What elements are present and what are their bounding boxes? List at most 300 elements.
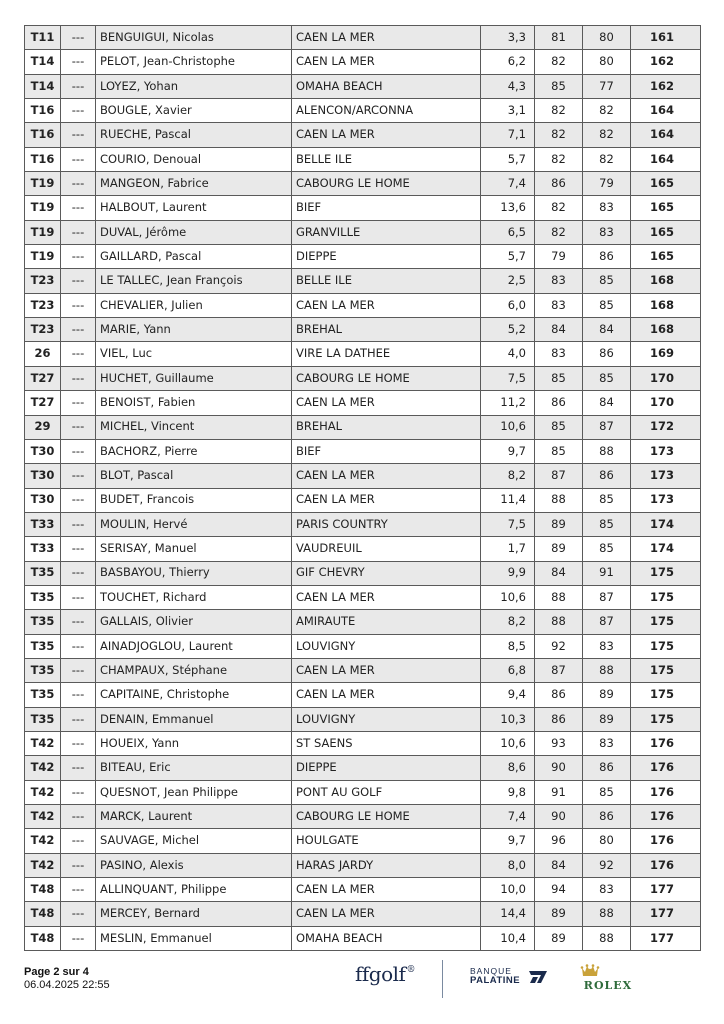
round1-cell: 85 <box>535 439 583 463</box>
round1-cell: 92 <box>535 634 583 658</box>
player-name-cell: PELOT, Jean-Christophe <box>96 50 292 74</box>
total-cell: 173 <box>631 439 701 463</box>
table-row <box>25 439 701 463</box>
round1-cell: 89 <box>535 926 583 950</box>
total-cell: 168 <box>631 318 701 342</box>
handicap-index-cell: 8,0 <box>481 853 535 877</box>
club-cell: CAEN LA MER <box>292 293 481 317</box>
status-cell: --- <box>61 756 96 780</box>
round2-cell: 83 <box>583 878 631 902</box>
round1-cell: 88 <box>535 610 583 634</box>
table-row <box>25 731 701 755</box>
table-row <box>25 147 701 171</box>
table-row <box>25 245 701 269</box>
round1-cell: 79 <box>535 245 583 269</box>
rolex-crown-icon <box>580 964 600 978</box>
round1-cell: 84 <box>535 853 583 877</box>
table-row <box>25 707 701 731</box>
handicap-index-cell: 8,2 <box>481 464 535 488</box>
club-cell: BIEF <box>292 439 481 463</box>
handicap-index-cell: 10,3 <box>481 707 535 731</box>
round2-cell: 87 <box>583 585 631 609</box>
banque-palatine-logo <box>470 967 520 985</box>
round2-cell: 89 <box>583 683 631 707</box>
status-cell: --- <box>61 245 96 269</box>
round2-cell: 80 <box>583 50 631 74</box>
player-name-cell: BITEAU, Eric <box>96 756 292 780</box>
position-cell: 26 <box>25 342 61 366</box>
player-name-cell: CAPITAINE, Christophe <box>96 683 292 707</box>
rolex-wordmark: ROLEX <box>583 979 633 992</box>
status-cell: --- <box>61 318 96 342</box>
handicap-index-cell: 3,3 <box>481 26 535 50</box>
table-row <box>25 658 701 682</box>
player-name-cell: CHEVALIER, Julien <box>96 293 292 317</box>
club-cell: BREHAL <box>292 415 481 439</box>
club-cell: HARAS JARDY <box>292 853 481 877</box>
status-cell: --- <box>61 805 96 829</box>
banque-palatine-mark-icon <box>527 969 549 985</box>
registered-mark: ® <box>406 965 415 975</box>
total-cell: 175 <box>631 683 701 707</box>
status-cell: --- <box>61 123 96 147</box>
round1-cell: 85 <box>535 74 583 98</box>
round2-cell: 85 <box>583 780 631 804</box>
total-cell: 165 <box>631 172 701 196</box>
status-cell: --- <box>61 853 96 877</box>
round2-cell: 83 <box>583 634 631 658</box>
status-cell: --- <box>61 683 96 707</box>
player-name-cell: MANGEON, Fabrice <box>96 172 292 196</box>
total-cell: 168 <box>631 269 701 293</box>
round1-cell: 96 <box>535 829 583 853</box>
ffgolf-logo <box>355 962 415 986</box>
table-row <box>25 464 701 488</box>
position-cell: T42 <box>25 756 61 780</box>
position-cell: T19 <box>25 220 61 244</box>
handicap-index-cell: 10,6 <box>481 731 535 755</box>
round1-cell: 85 <box>535 415 583 439</box>
player-name-cell: BASBAYOU, Thierry <box>96 561 292 585</box>
handicap-index-cell: 4,3 <box>481 74 535 98</box>
total-cell: 173 <box>631 488 701 512</box>
round2-cell: 86 <box>583 464 631 488</box>
handicap-index-cell: 9,7 <box>481 439 535 463</box>
status-cell: --- <box>61 220 96 244</box>
status-cell: --- <box>61 74 96 98</box>
handicap-index-cell: 1,7 <box>481 537 535 561</box>
position-cell: T35 <box>25 561 61 585</box>
handicap-index-cell: 11,2 <box>481 391 535 415</box>
total-cell: 165 <box>631 196 701 220</box>
round2-cell: 85 <box>583 512 631 536</box>
total-cell: 176 <box>631 853 701 877</box>
round2-cell: 84 <box>583 318 631 342</box>
club-cell: BELLE ILE <box>292 269 481 293</box>
round2-cell: 88 <box>583 926 631 950</box>
print-date: 06.04.2025 22:55 <box>24 979 110 991</box>
round1-cell: 86 <box>535 172 583 196</box>
round2-cell: 85 <box>583 293 631 317</box>
position-cell: T27 <box>25 391 61 415</box>
player-name-cell: BLOT, Pascal <box>96 464 292 488</box>
handicap-index-cell: 9,7 <box>481 829 535 853</box>
player-name-cell: GAILLARD, Pascal <box>96 245 292 269</box>
position-cell: T42 <box>25 731 61 755</box>
club-cell: GIF CHEVRY <box>292 561 481 585</box>
round1-cell: 82 <box>535 147 583 171</box>
table-row <box>25 366 701 390</box>
handicap-index-cell: 13,6 <box>481 196 535 220</box>
round1-cell: 84 <box>535 561 583 585</box>
table-row <box>25 74 701 98</box>
total-cell: 176 <box>631 731 701 755</box>
player-name-cell: ALLINQUANT, Philippe <box>96 878 292 902</box>
total-cell: 169 <box>631 342 701 366</box>
club-cell: BIEF <box>292 196 481 220</box>
club-cell: BELLE ILE <box>292 147 481 171</box>
club-cell: CABOURG LE HOME <box>292 172 481 196</box>
position-cell: T14 <box>25 50 61 74</box>
club-cell: CABOURG LE HOME <box>292 366 481 390</box>
round1-cell: 89 <box>535 902 583 926</box>
position-cell: T27 <box>25 366 61 390</box>
table-row <box>25 853 701 877</box>
banque-logo-line2: PALATINE <box>470 975 521 986</box>
total-cell: 164 <box>631 99 701 123</box>
club-cell: ST SAENS <box>292 731 481 755</box>
position-cell: T35 <box>25 610 61 634</box>
handicap-index-cell: 9,4 <box>481 683 535 707</box>
total-cell: 162 <box>631 50 701 74</box>
club-cell: VIRE LA DATHEE <box>292 342 481 366</box>
position-cell: T35 <box>25 707 61 731</box>
table-row <box>25 50 701 74</box>
total-cell: 176 <box>631 780 701 804</box>
total-cell: 172 <box>631 415 701 439</box>
player-name-cell: BOUGLE, Xavier <box>96 99 292 123</box>
handicap-index-cell: 6,2 <box>481 50 535 74</box>
round2-cell: 84 <box>583 391 631 415</box>
table-row <box>25 585 701 609</box>
total-cell: 168 <box>631 293 701 317</box>
table-row <box>25 99 701 123</box>
position-cell: T35 <box>25 683 61 707</box>
status-cell: --- <box>61 780 96 804</box>
table-row <box>25 415 701 439</box>
club-cell: CAEN LA MER <box>292 585 481 609</box>
position-cell: T30 <box>25 439 61 463</box>
total-cell: 175 <box>631 707 701 731</box>
status-cell: --- <box>61 561 96 585</box>
status-cell: --- <box>61 707 96 731</box>
status-cell: --- <box>61 610 96 634</box>
player-name-cell: SAUVAGE, Michel <box>96 829 292 853</box>
player-name-cell: CHAMPAUX, Stéphane <box>96 658 292 682</box>
total-cell: 177 <box>631 878 701 902</box>
round1-cell: 94 <box>535 878 583 902</box>
round2-cell: 86 <box>583 756 631 780</box>
round1-cell: 83 <box>535 293 583 317</box>
logo-divider <box>442 960 443 998</box>
player-name-cell: HOUEIX, Yann <box>96 731 292 755</box>
player-name-cell: AINADJOGLOU, Laurent <box>96 634 292 658</box>
round1-cell: 83 <box>535 342 583 366</box>
total-cell: 170 <box>631 391 701 415</box>
position-cell: 29 <box>25 415 61 439</box>
total-cell: 165 <box>631 220 701 244</box>
position-cell: T48 <box>25 926 61 950</box>
handicap-index-cell: 5,7 <box>481 147 535 171</box>
club-cell: LOUVIGNY <box>292 707 481 731</box>
player-name-cell: TOUCHET, Richard <box>96 585 292 609</box>
round1-cell: 88 <box>535 585 583 609</box>
round2-cell: 82 <box>583 99 631 123</box>
player-name-cell: BACHORZ, Pierre <box>96 439 292 463</box>
table-row <box>25 196 701 220</box>
total-cell: 175 <box>631 658 701 682</box>
round1-cell: 87 <box>535 658 583 682</box>
handicap-index-cell: 8,6 <box>481 756 535 780</box>
page-number: Page 2 sur 4 <box>24 966 89 978</box>
handicap-index-cell: 4,0 <box>481 342 535 366</box>
total-cell: 164 <box>631 147 701 171</box>
handicap-index-cell: 6,5 <box>481 220 535 244</box>
round2-cell: 91 <box>583 561 631 585</box>
round1-cell: 89 <box>535 537 583 561</box>
handicap-index-cell: 5,7 <box>481 245 535 269</box>
player-name-cell: QUESNOT, Jean Philippe <box>96 780 292 804</box>
status-cell: --- <box>61 658 96 682</box>
handicap-index-cell: 7,4 <box>481 805 535 829</box>
position-cell: T30 <box>25 488 61 512</box>
round2-cell: 80 <box>583 829 631 853</box>
status-cell: --- <box>61 512 96 536</box>
status-cell: --- <box>61 99 96 123</box>
ffgolf-logo-text: ffgolf <box>355 962 406 986</box>
round1-cell: 82 <box>535 220 583 244</box>
player-name-cell: BENOIST, Fabien <box>96 391 292 415</box>
handicap-index-cell: 3,1 <box>481 99 535 123</box>
status-cell: --- <box>61 415 96 439</box>
round2-cell: 85 <box>583 488 631 512</box>
handicap-index-cell: 10,4 <box>481 926 535 950</box>
club-cell: BREHAL <box>292 318 481 342</box>
position-cell: T48 <box>25 878 61 902</box>
round2-cell: 88 <box>583 658 631 682</box>
round1-cell: 82 <box>535 196 583 220</box>
player-name-cell: MARCK, Laurent <box>96 805 292 829</box>
round1-cell: 86 <box>535 707 583 731</box>
player-name-cell: DENAIN, Emmanuel <box>96 707 292 731</box>
club-cell: OMAHA BEACH <box>292 74 481 98</box>
results-table <box>24 25 701 951</box>
player-name-cell: GALLAIS, Olivier <box>96 610 292 634</box>
table-row <box>25 634 701 658</box>
club-cell: CAEN LA MER <box>292 488 481 512</box>
club-cell: LOUVIGNY <box>292 634 481 658</box>
handicap-index-cell: 11,4 <box>481 488 535 512</box>
total-cell: 177 <box>631 902 701 926</box>
total-cell: 174 <box>631 537 701 561</box>
player-name-cell: HALBOUT, Laurent <box>96 196 292 220</box>
total-cell: 175 <box>631 561 701 585</box>
position-cell: T30 <box>25 464 61 488</box>
player-name-cell: LE TALLEC, Jean François <box>96 269 292 293</box>
round1-cell: 89 <box>535 512 583 536</box>
club-cell: HOULGATE <box>292 829 481 853</box>
club-cell: CAEN LA MER <box>292 902 481 926</box>
round2-cell: 79 <box>583 172 631 196</box>
round2-cell: 92 <box>583 853 631 877</box>
handicap-index-cell: 6,0 <box>481 293 535 317</box>
status-cell: --- <box>61 878 96 902</box>
total-cell: 175 <box>631 585 701 609</box>
status-cell: --- <box>61 196 96 220</box>
table-row <box>25 512 701 536</box>
player-name-cell: MICHEL, Vincent <box>96 415 292 439</box>
total-cell: 164 <box>631 123 701 147</box>
total-cell: 165 <box>631 245 701 269</box>
handicap-index-cell: 7,4 <box>481 172 535 196</box>
banque-logo-line1: BANQUE <box>470 966 512 976</box>
table-row <box>25 220 701 244</box>
club-cell: DIEPPE <box>292 245 481 269</box>
table-row <box>25 926 701 950</box>
club-cell: ALENCON/ARCONNA <box>292 99 481 123</box>
status-cell: --- <box>61 293 96 317</box>
total-cell: 176 <box>631 805 701 829</box>
handicap-index-cell: 10,0 <box>481 878 535 902</box>
total-cell: 176 <box>631 756 701 780</box>
position-cell: T16 <box>25 147 61 171</box>
club-cell: PONT AU GOLF <box>292 780 481 804</box>
footer-info <box>24 966 110 992</box>
table-row <box>25 172 701 196</box>
round2-cell: 89 <box>583 707 631 731</box>
position-cell: T19 <box>25 196 61 220</box>
player-name-cell: RUECHE, Pascal <box>96 123 292 147</box>
round2-cell: 83 <box>583 220 631 244</box>
table-row <box>25 610 701 634</box>
round2-cell: 77 <box>583 74 631 98</box>
status-cell: --- <box>61 585 96 609</box>
position-cell: T35 <box>25 634 61 658</box>
table-row <box>25 756 701 780</box>
round1-cell: 93 <box>535 731 583 755</box>
position-cell: T33 <box>25 512 61 536</box>
status-cell: --- <box>61 26 96 50</box>
handicap-index-cell: 8,5 <box>481 634 535 658</box>
position-cell: T16 <box>25 99 61 123</box>
position-cell: T23 <box>25 293 61 317</box>
table-row <box>25 342 701 366</box>
position-cell: T23 <box>25 318 61 342</box>
status-cell: --- <box>61 342 96 366</box>
club-cell: AMIRAUTE <box>292 610 481 634</box>
club-cell: GRANVILLE <box>292 220 481 244</box>
round1-cell: 90 <box>535 756 583 780</box>
club-cell: CAEN LA MER <box>292 464 481 488</box>
club-cell: OMAHA BEACH <box>292 926 481 950</box>
round2-cell: 83 <box>583 731 631 755</box>
table-row <box>25 902 701 926</box>
status-cell: --- <box>61 464 96 488</box>
round1-cell: 83 <box>535 269 583 293</box>
status-cell: --- <box>61 269 96 293</box>
player-name-cell: BUDET, Francois <box>96 488 292 512</box>
player-name-cell: MARIE, Yann <box>96 318 292 342</box>
table-row <box>25 391 701 415</box>
position-cell: T19 <box>25 172 61 196</box>
table-row <box>25 805 701 829</box>
round2-cell: 83 <box>583 196 631 220</box>
handicap-index-cell: 10,6 <box>481 415 535 439</box>
player-name-cell: COURIO, Denoual <box>96 147 292 171</box>
player-name-cell: DUVAL, Jérôme <box>96 220 292 244</box>
status-cell: --- <box>61 731 96 755</box>
player-name-cell: MESLIN, Emmanuel <box>96 926 292 950</box>
status-cell: --- <box>61 829 96 853</box>
round1-cell: 81 <box>535 26 583 50</box>
status-cell: --- <box>61 488 96 512</box>
club-cell: DIEPPE <box>292 756 481 780</box>
position-cell: T48 <box>25 902 61 926</box>
club-cell: CAEN LA MER <box>292 683 481 707</box>
status-cell: --- <box>61 634 96 658</box>
club-cell: CAEN LA MER <box>292 878 481 902</box>
club-cell: CAEN LA MER <box>292 50 481 74</box>
total-cell: 176 <box>631 829 701 853</box>
round1-cell: 88 <box>535 488 583 512</box>
table-row <box>25 561 701 585</box>
round2-cell: 86 <box>583 805 631 829</box>
player-name-cell: MERCEY, Bernard <box>96 902 292 926</box>
round1-cell: 82 <box>535 123 583 147</box>
position-cell: T42 <box>25 853 61 877</box>
total-cell: 173 <box>631 464 701 488</box>
round2-cell: 82 <box>583 147 631 171</box>
handicap-index-cell: 10,6 <box>481 585 535 609</box>
handicap-index-cell: 7,5 <box>481 366 535 390</box>
position-cell: T33 <box>25 537 61 561</box>
club-cell: CAEN LA MER <box>292 123 481 147</box>
player-name-cell: BENGUIGUI, Nicolas <box>96 26 292 50</box>
position-cell: T42 <box>25 829 61 853</box>
club-cell: CAEN LA MER <box>292 391 481 415</box>
round1-cell: 91 <box>535 780 583 804</box>
handicap-index-cell: 9,9 <box>481 561 535 585</box>
results-body <box>25 26 701 951</box>
status-cell: --- <box>61 172 96 196</box>
total-cell: 174 <box>631 512 701 536</box>
round2-cell: 85 <box>583 269 631 293</box>
handicap-index-cell: 6,8 <box>481 658 535 682</box>
club-cell: PARIS COUNTRY <box>292 512 481 536</box>
club-cell: CAEN LA MER <box>292 658 481 682</box>
position-cell: T35 <box>25 658 61 682</box>
player-name-cell: HUCHET, Guillaume <box>96 366 292 390</box>
round2-cell: 86 <box>583 245 631 269</box>
round1-cell: 87 <box>535 464 583 488</box>
table-row <box>25 829 701 853</box>
player-name-cell: SERISAY, Manuel <box>96 537 292 561</box>
handicap-index-cell: 14,4 <box>481 902 535 926</box>
club-cell: VAUDREUIL <box>292 537 481 561</box>
status-cell: --- <box>61 50 96 74</box>
player-name-cell: MOULIN, Hervé <box>96 512 292 536</box>
position-cell: T35 <box>25 585 61 609</box>
